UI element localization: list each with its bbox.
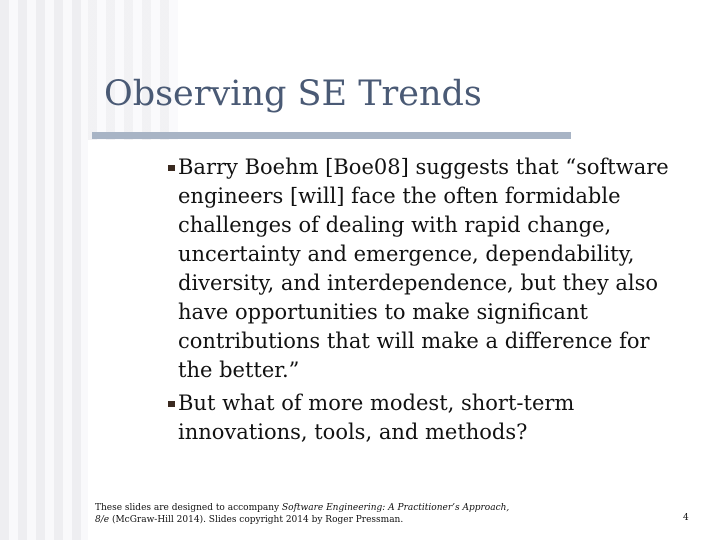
- bullet-item: [160, 389, 690, 447]
- title-stripes: [88, 0, 178, 140]
- footer-text-before: These slides are designed to accompany: [95, 503, 282, 513]
- decorative-stripes: [0, 0, 88, 540]
- bullet-list: [160, 153, 690, 451]
- footer-text-after: (McGraw-Hill 2014). Slides copyright 2014 by Roger Pressman.: [109, 515, 404, 525]
- bullet-marker-icon: [168, 401, 175, 407]
- bullet-text: But what of more modest, short-term innovations, tools, and methods?: [178, 391, 575, 444]
- title-underline: [92, 132, 571, 139]
- page-number: 4: [683, 513, 689, 523]
- slide-title: Observing SE Trends: [104, 74, 482, 114]
- bullet-marker-icon: [168, 165, 175, 171]
- footer-book-title: Software Engineering: A Practitioner’s Approach, 8/e: [95, 503, 510, 525]
- bullet-text: Barry Boehm [Boe08] suggests that “software engineers [will] face the often formidable challenges of dealing with rapid change, uncertainty and emergence, dependability, diversity, and interdependence, but they also have opportunities to make significant contributions that will make a difference for the better.”: [178, 155, 669, 382]
- slide-footer: [95, 502, 525, 526]
- bullet-item: [160, 153, 690, 385]
